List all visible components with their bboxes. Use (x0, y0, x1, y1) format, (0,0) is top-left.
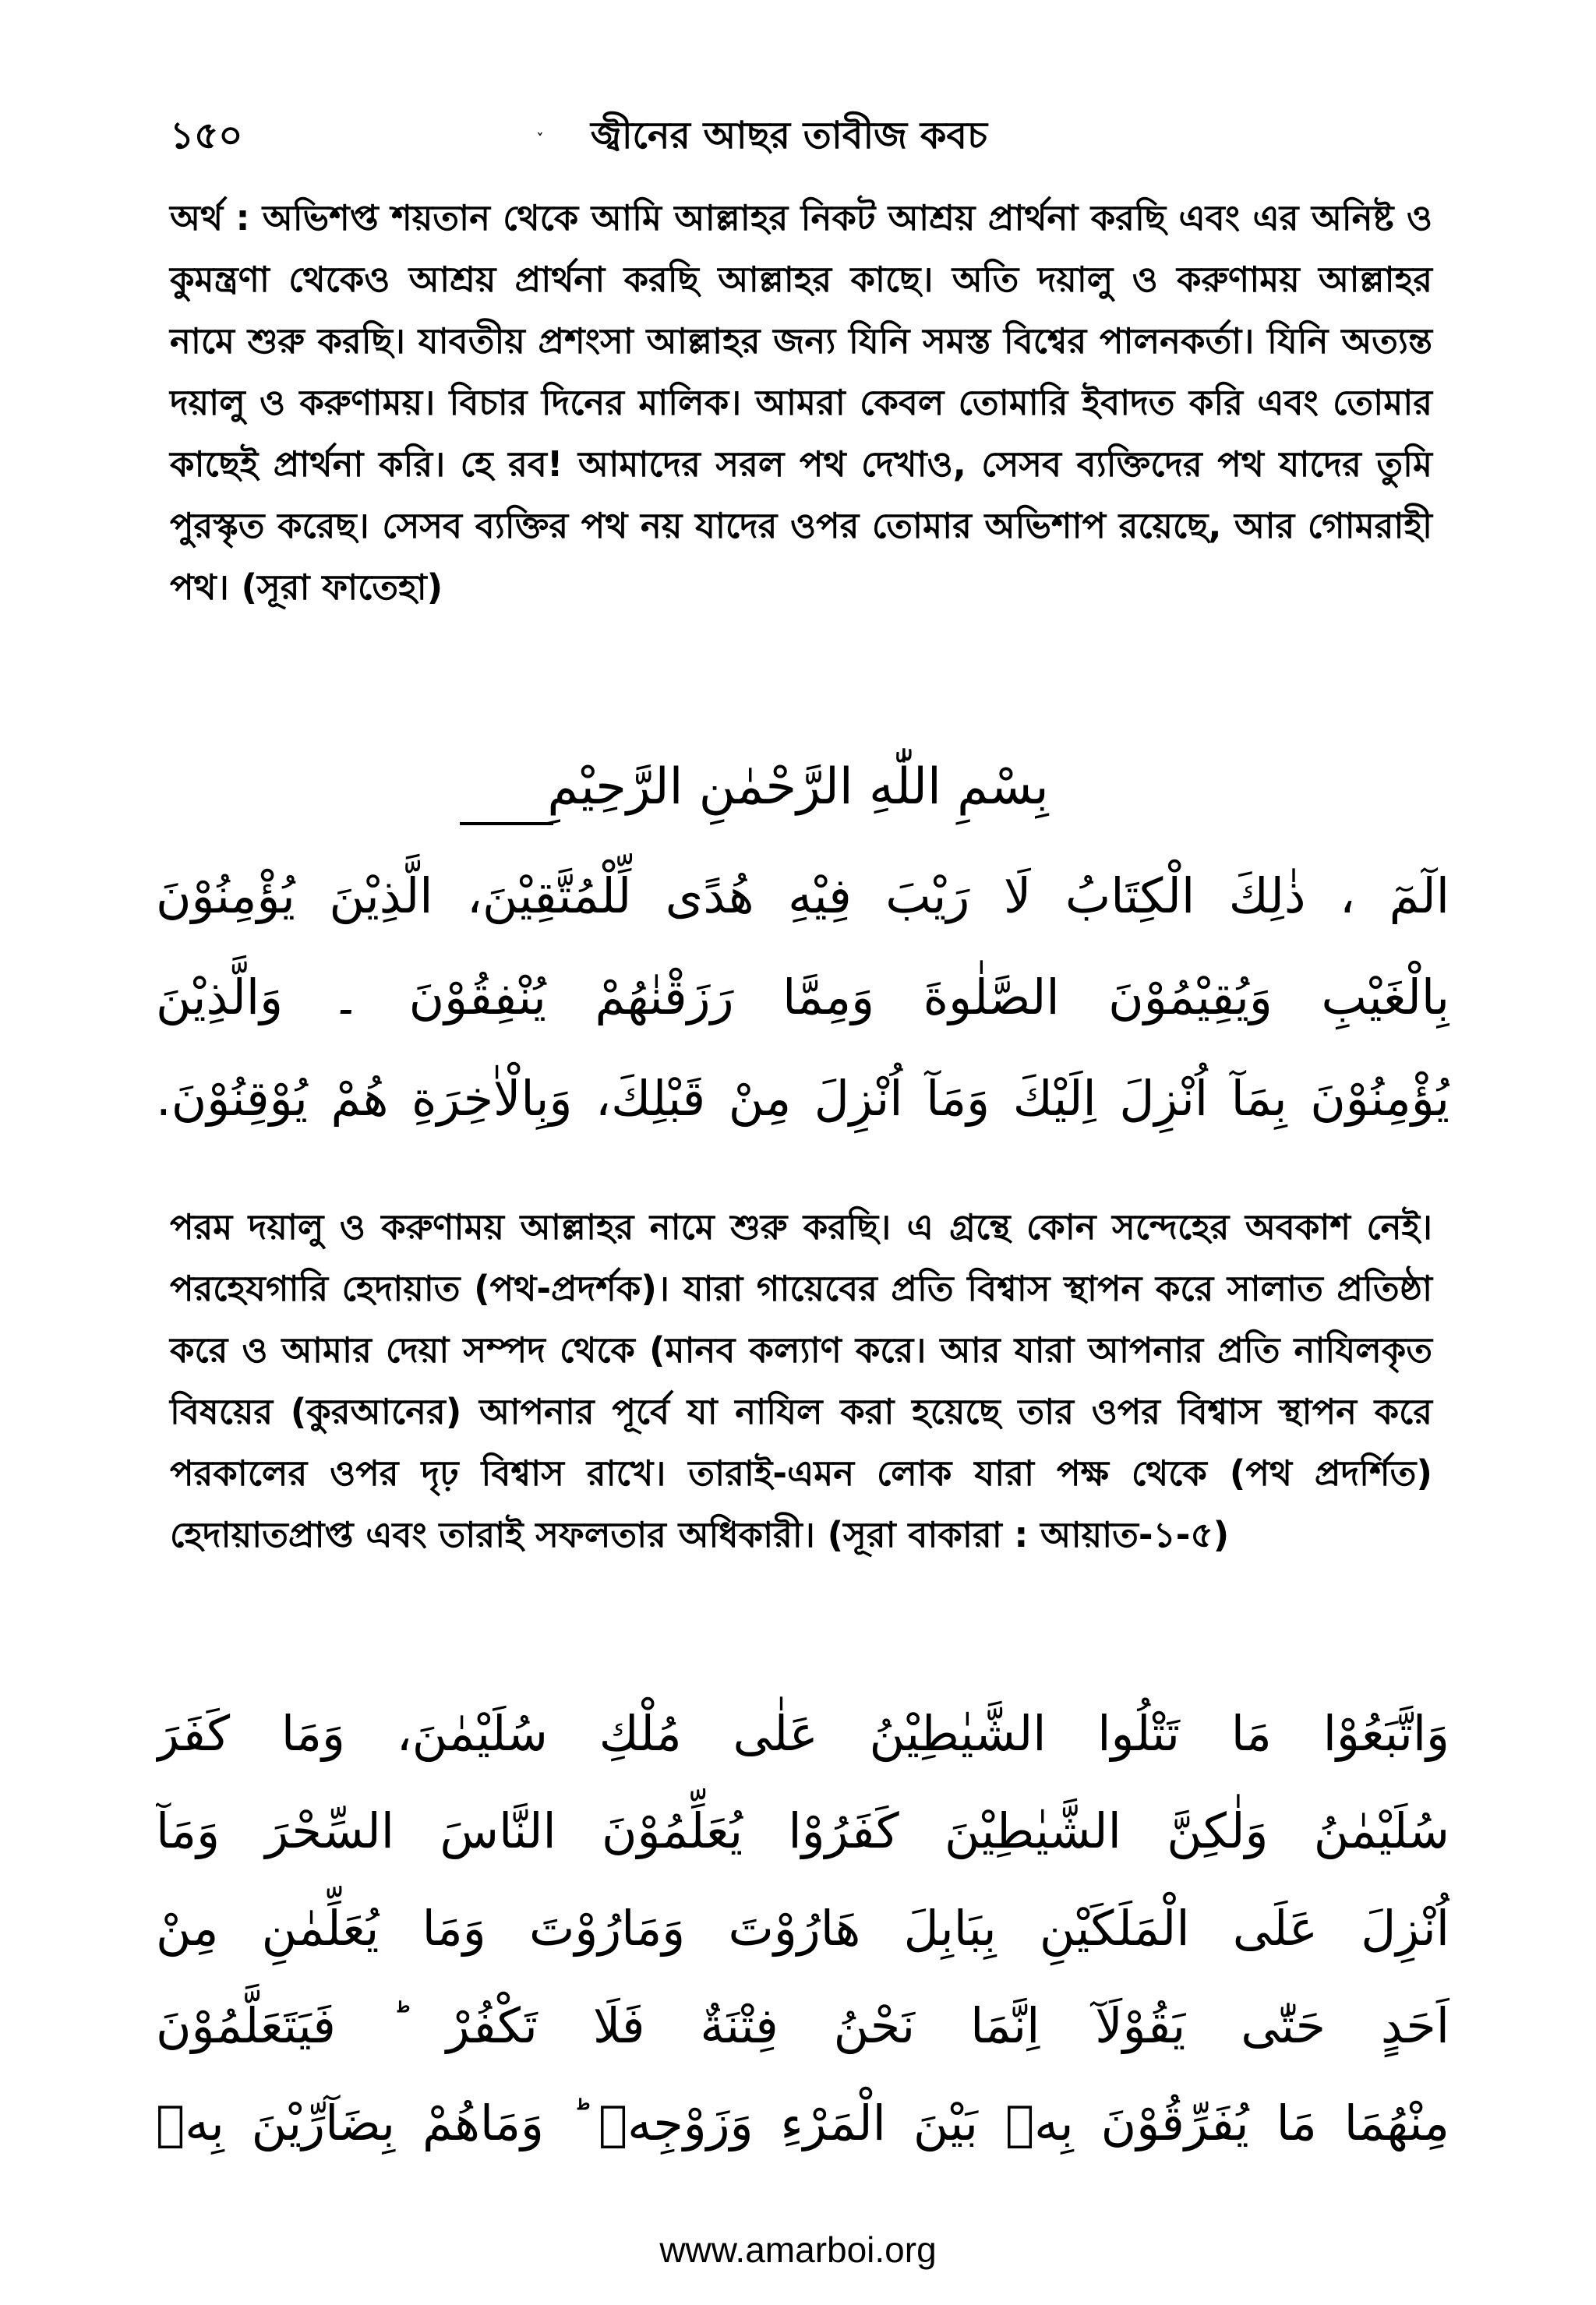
running-title: জ্বীনের আছর তাবীজ কবচ (591, 114, 988, 157)
translation-paragraph-baqara: পরম দয়ালু ও করুণাময় আল্লাহর নামে শুরু করছি। এ গ্রন্থে কোন সন্দেহের অবকাশ নেই। পরহেযগারি হেদায়াত (পথ-প্রদর্শক)। যারা গায়েবের প্রতি বিশ্বাস স্থাপন করে সালাত প্রতিষ্ঠা করে ও আমার দেয়া সম্পদ থেকে (মানব কল্যাণ করে। আর যারা আপনার প্রতি নাযিলকৃত বিষয়ের (কুরআনের) আপনার পূর্বে যা নাযিল করা হয়েছে তার ওপর বিশ্বাস স্থাপন করে পরকালের ওপর দৃঢ় বিশ্বাস রাখে। তারাই-এমন লোক যারা পক্ষ থেকে (পথ প্রদর্শিত) হেদায়াতপ্রাপ্ত এবং তারাই সফলতার অধিকারী। (সূরা বাকারা : আয়াত-১-৫) (170, 1206, 1432, 1555)
arabic-line: يُؤْمِنُوْنَ بِمَآ اُنْزِلَ اِلَيْكَ وَمَآ اُنْزِلَ مِنْ قَبْلِكَ، وَبِالْاٰخِرَةِ هُمْ يُوْقِنُوْنَ. (156, 1070, 1449, 1127)
arabic-line: وَاتَّبَعُوْا مَا تَتْلُوا الشَّيٰطِيْنُ عَلٰى مُلْكِ سُلَيْمٰنَ، وَمَا كَفَرَ (156, 1705, 1449, 1762)
page-number: ১৫০ (170, 114, 243, 157)
arabic-line: بِالْغَيْبِ وَيُقِيْمُوْنَ الصَّلٰوةَ وَمِمَّا رَزَقْنٰهُمْ يُنْفِقُوْنَ ۔ وَالَّذِيْنَ (156, 969, 1449, 1025)
footer-url: www.amarboi.org (659, 2229, 937, 2270)
bismillah-heading: بِسْمِ اللّٰهِ الرَّحْمٰنِ الرَّحِيْمِ (547, 758, 1049, 816)
header-mark: ˯ (536, 111, 544, 138)
bismillah-underline (460, 822, 553, 825)
page-header (170, 108, 1456, 170)
arabic-line: مِنْهُمَا مَا يُفَرِّقُوْنَ بِهٖ بَيْنَ الْمَرْءِ وَزَوْجِهٖ ؕ وَمَاهُمْ بِضَآرِّيْنَ بِهٖ (156, 2095, 1449, 2151)
arabic-line: الٓمٓ ، ذٰلِكَ الْكِتَابُ لَا رَيْبَ فِيْهِ هُدًى لِّلْمُتَّقِيْنَ، الَّذِيْنَ يُؤْمِنُوْنَ (156, 867, 1449, 924)
arabic-line: سُلَيْمٰنُ وَلٰكِنَّ الشَّيٰطِيْنَ كَفَرُوْا يُعَلِّمُوْنَ النَّاسَ السِّحْرَ وَمَآ (156, 1802, 1449, 1859)
arabic-line: اُنْزِلَ عَلَى الْمَلَكَيْنِ بِبَابِلَ هَارُوْتَ وَمَارُوْتَ وَمَا يُعَلِّمٰنِ مِنْ (156, 1900, 1449, 1957)
translation-paragraph-fatiha: অর্থ : অভিশপ্ত শয়তান থেকে আমি আল্লাহর নিকট আশ্রয় প্রার্থনা করছি এবং এর অনিষ্ট ও কুমন্ত্রণা থেকেও আশ্রয় প্রার্থনা করছি আল্লাহর কাছে। অতি দয়ালু ও করুণাময় আল্লাহর নামে শুরু করছি। যাবতীয় প্রশংসা আল্লাহর জন্য যিনি সমস্ত বিশ্বের পালনকর্তা। যিনি অত্যন্ত দয়ালু ও করুণাময়। বিচার দিনের মালিক। আমরা কেবল তোমারি ইবাদত করি এবং তোমার কাছেই প্রার্থনা করি। হে রব! আমাদের সরল পথ দেখাও, সেসব ব্যক্তিদের পথ যাদের তুমি পুরস্কৃত করেছ। সেসব ব্যক্তির পথ নয় যাদের ওপর তোমার অভিশাপ রয়েছে, আর গোমরাহী পথ। (সূরা ফাতেহা) (170, 197, 1432, 608)
arabic-line: اَحَدٍ حَتّٰى يَقُوْلَآ اِنَّمَا نَحْنُ فِتْنَةٌ فَلَا تَكْفُرْ ؕ فَيَتَعَلَّمُوْنَ (156, 1997, 1449, 2054)
